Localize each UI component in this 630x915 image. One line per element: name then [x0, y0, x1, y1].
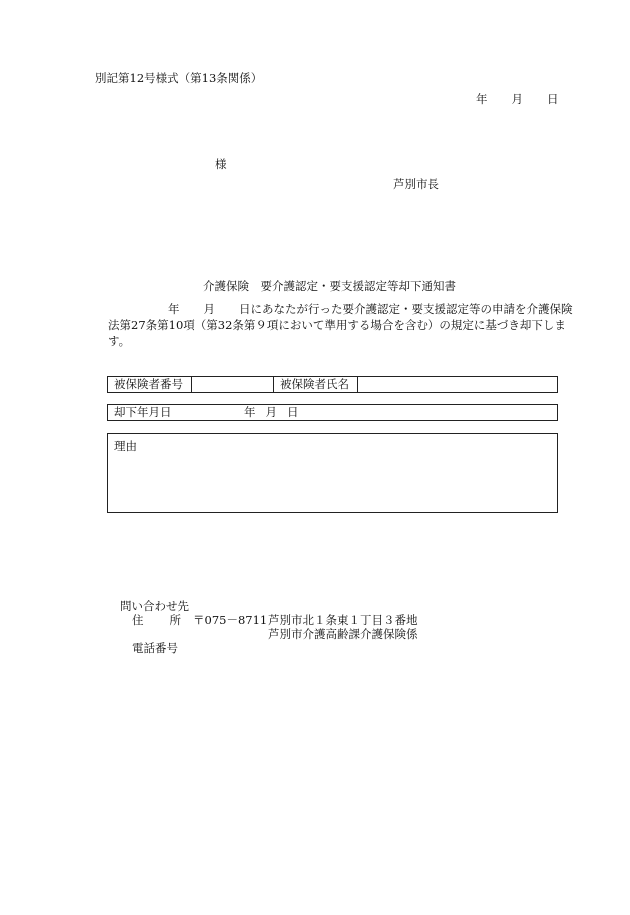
date-year: 年	[476, 92, 488, 106]
rejection-year: 年	[244, 405, 256, 419]
address-label-1: 住	[132, 613, 144, 627]
rejection-date-row	[107, 404, 558, 421]
rejection-date-label: 却下年月日	[114, 405, 172, 419]
reason-label: 理由	[114, 439, 137, 453]
rejection-day: 日	[287, 405, 299, 419]
postal-code: 〒075－8711	[193, 613, 268, 627]
reason-box[interactable]	[107, 433, 558, 513]
addressee-honorific: 様	[215, 157, 227, 171]
issue-date	[476, 91, 559, 107]
phone-label: 電話番号	[132, 641, 178, 655]
body-year: 年	[168, 302, 180, 316]
insured-number-field[interactable]	[192, 377, 274, 392]
insured-name-label: 被保険者氏名	[274, 377, 358, 392]
form-identifier: 別記第12号様式（第13条関係）	[95, 71, 263, 85]
document-title: 介護保険 要介護認定・要支援認定等却下通知書	[203, 279, 456, 293]
body-text: 日にあなたが行った要介護認定・要支援認定等の申請を介護保険法第27条第10項（第32条第９項において準用する場合を含む）の規定に基づき却下します。	[108, 302, 573, 348]
date-day: 日	[547, 92, 559, 106]
notice-body	[108, 301, 578, 349]
date-month: 月	[511, 92, 523, 106]
address-label-2: 所	[169, 613, 181, 627]
insured-number-label: 被保険者番号	[108, 377, 192, 392]
insured-info-row	[107, 376, 558, 393]
address-label	[132, 612, 181, 628]
address-line-1: 芦別市北１条東１丁目３番地	[268, 613, 418, 627]
address-line-2: 芦別市介護高齢課介護保険係	[268, 627, 418, 641]
rejection-month: 月	[265, 405, 277, 419]
body-month: 月	[203, 302, 215, 316]
insured-name-field[interactable]	[358, 377, 557, 392]
sender-title: 芦別市長	[393, 177, 439, 191]
contact-heading: 問い合わせ先	[120, 599, 189, 613]
